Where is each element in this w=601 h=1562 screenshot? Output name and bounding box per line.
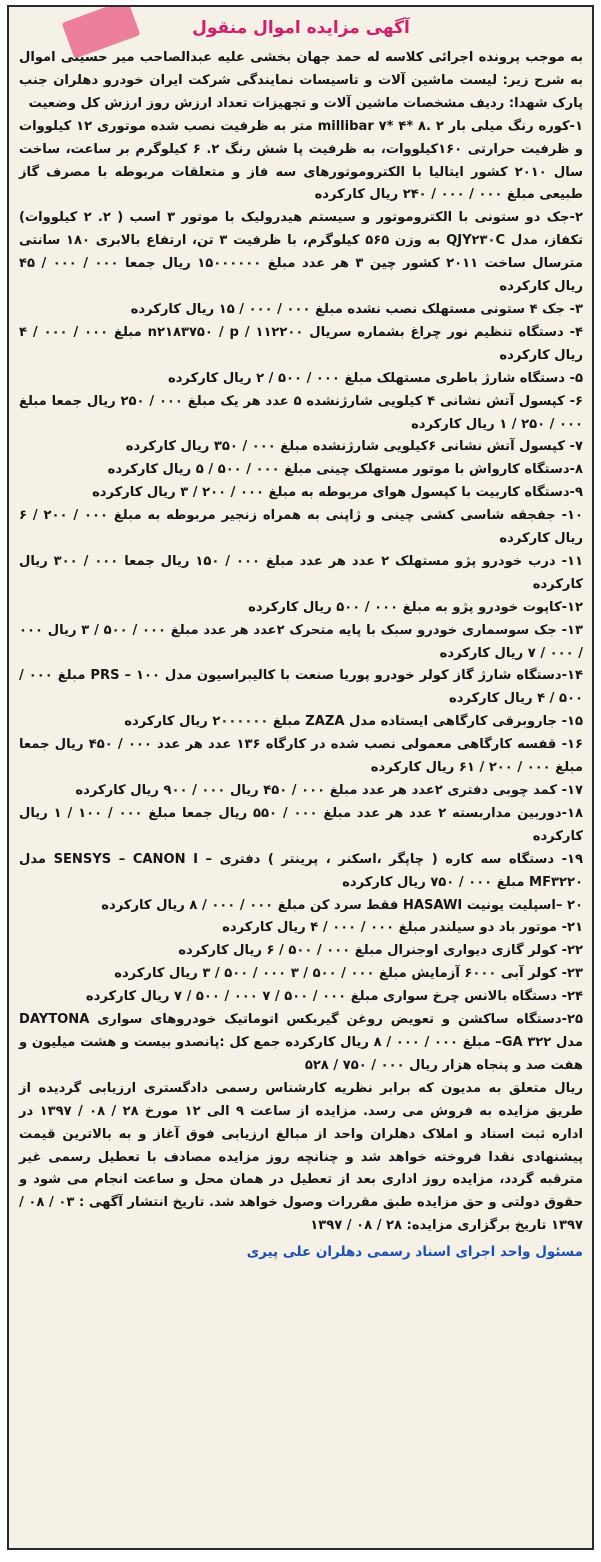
list-item: ۲۵-دستگاه ساکشن و تعویض روغن گیربکس اتوماتیک خودروهای سواری DAYTONA مدل ۳۲۲ GA– مبلغ ۰۰۰ / ۰۰۰ / ۸ ریال کارکرده جمع کل :پانصدو بیست و هشت میلیون و هفت صد و پنجاه هزار ریال ۰۰۰ / ۷۵۰ / ۵۲۸: [19, 1012, 584, 1073]
list-item: ۵- دستگاه شارژ باطری مستهلک مبلغ ۰۰۰ / ۵۰۰ / ۲ ریال کارکرده: [167, 370, 583, 386]
list-item: ۱۳- جک سوسماری خودرو سبک با پایه متحرک ۲عدد هر عدد مبلغ ۰۰۰ / ۵۰۰ / ۳ ریال ۰۰۰ / ۰۰۰ / ۷ ریال کارکرده: [19, 622, 584, 661]
list-item: ۱۸-دوربین مداربسته ۲ عدد هر عدد مبلغ ۰۰۰ / ۵۵۰ ریال جمعا مبلغ ۰۰۰ / ۱۰۰ / ۱ ریال کارکرده: [19, 805, 583, 844]
list-item: ۱۴-دستگاه شارژ گاز کولر خودرو پوریا صنعت با کالیبراسیون مدل ۱۰۰ – PRS مبلغ ۰۰۰ / ۵۰۰ / ۴ ریال کارکرده: [19, 668, 584, 707]
list-item: ۴- دستگاه تنظیم نور چراغ بشماره سریال ۱۱۲۲۰۰ / n۲۱۸۳۷۵۰ / p مبلغ ۰۰۰ / ۰۰۰ / ۴ ریال کارکرده: [19, 324, 584, 363]
list-item: ۲-جک دو ستونی با الکتروموتور و سیستم هیدرولیک با موتور ۳ اسب ( ۲. ۲ کیلووات) تکفاز، مدل QJY۲۳۰C به وزن ۵۶۵ کیلوگرم، با ظرفیت ۳ تن، ارتفاع بالابری ۱۸۰ سانتی مترسال ساخت ۲۰۱۱ کشور چین ۳ هر عدد مبلغ ۱۵۰۰۰۰۰۰ ریال جمعا ۰۰۰ / ۰۰۰ / ۴۵ ریال کارکرده: [19, 210, 583, 295]
list-item: ۱۹- دستگاه سه کاره ( چاپگر ،اسکنر ، پرینتر ) دفتری – SENSYS – CANON I مدل MF۳۲۲۰ مبلغ ۰۰۰ / ۷۵۰ ریال کارکرده: [19, 851, 584, 890]
list-item: ۲۰ –اسپلیت یونیت HASAWI فقط سرد کن مبلغ ۰۰۰ / ۰۰۰ / ۸ ریال کارکرده: [101, 897, 583, 913]
list-item: ۱۶- قفسه کارگاهی معمولی نصب شده در کارگاه ۱۳۶ عدد هر عدد ۰۰۰ / ۴۵۰ ریال جمعا مبلغ ۰۰۰ / ۲۰۰ / ۶۱ ریال کارکرده: [19, 737, 583, 776]
auction-notice: [7, 5, 594, 1550]
list-item: ۱۷- کمد چوبی دفتری ۲عدد هر عدد مبلغ ۰۰۰ / ۴۵۰ ریال ۰۰۰ / ۹۰۰ ریال کارکرده: [75, 783, 583, 798]
list-item: ۲۳- کولر آبی ۶۰۰۰ آزمایش مبلغ ۰۰۰ / ۵۰۰ / ۳ ۰۰۰ / ۵۰۰ / ۳ ریال کارکرده: [114, 966, 583, 982]
list-item: ۱۵- جاروبرقی کارگاهی ایستاده مدل ZAZA مبلغ ۲۰۰۰۰۰۰ ریال کارکرده: [124, 714, 583, 730]
list-item: ۲۱- موتور باد دو سیلندر مبلغ ۰۰۰ / ۰۰۰ / ۴ ریال کارکرده: [222, 920, 583, 936]
notice-intro: به موجب پرونده اجرائی کلاسه له حمد جهان بخشی علیه عبدالصاحب میر حسینی اموال به شرح زیر: لیست ماشین آلات و تاسیسات نمایندگی شرکت ایران خودرو دهلران جنب پارک شهدا: ردیف مشخصات ماشین آلات و تجهیزات تعداد ارزش روز ارزش کل وضعیت: [19, 50, 583, 111]
notice-closing: ریال متعلق به مدیون که برابر نظریه کارشناس رسمی دادگستری ارزیابی گردیده از طریق مزایده به فروش می رسد. مزایده از ساعت ۹ الی ۱۲ مورخ ۲۸ / ۰۸ / ۱۳۹۷ در اداره ثبت اسناد و املاک دهلران واحد از مبالغ ارزیابی فوق آغاز و به بالاترین قیمت پیشنهادی نقدا فروخته خواهد شد و چنانچه روز مزایده مصادف با تعطیل رسمی غیر مترقبه گردد، مزایده روز اداری بعد از تعطیل در همان محل و ساعت انجام می شود و حقوق دولتی و حق مزایده طبق مقررات وصول خواهد شد. تاریخ انتشار آگهی : ۰۳ / ۰۸ / ۱۳۹۷ تاریخ برگزاری مزایده: ۲۸ / ۰۸ / ۱۳۹۷: [19, 1080, 583, 1234]
list-item: ۶- کپسول آتش نشانی ۴ کیلویی شارژنشده ۵ عدد هر یک مبلغ ۰۰۰ / ۲۵۰ ریال جمعا مبلغ ۰۰۰ / ۲۵۰ / ۱ ریال کارکرده: [19, 393, 584, 432]
list-item: ۷- کپسول آتش نشانی ۶کیلویی شارژنشده مبلغ ۰۰۰ / ۳۵۰ ریال کارکرده: [125, 439, 583, 455]
list-item: ۱-کوره رنگ میلی بار millibar ۷* ۴* ۸. ۲ متر به ظرفیت نصب شده موتوری ۱۲ کیلووات و ظرفیت حرارتی ۱۶۰کیلووات، به ظرفیت پا شش رنگ ۲. ۶ کیلوگرم بر ساعت، ساخت سال ۲۰۱۰ کشور ایتالیا با الکتروموتورهای سه فاز و متعلقات مربوطه با مصرف گاز طبیعی مبلغ ۰۰۰ / ۰۰۰ / ۲۴۰ ریال کارکرده: [19, 118, 584, 203]
list-item: ۱۱- درب خودرو پژو مستهلک ۲ عدد هر عدد مبلغ ۰۰۰ / ۱۵۰ ریال جمعا ۰۰۰ / ۳۰۰ ریال کارکرده: [19, 553, 583, 592]
list-item: ۲۴- دستگاه بالانس چرخ سواری مبلغ ۰۰۰ / ۵۰۰ / ۷ ۰۰۰ / ۵۰۰ / ۷ ریال کارکرده: [85, 989, 583, 1005]
items-list: [19, 116, 583, 1078]
list-item: ۱۲-کاپوت خودرو پژو به مبلغ ۰۰۰ / ۵۰۰ ریال کارکرده: [248, 599, 583, 615]
list-item: ۲۲- کولر گازی دیواری اوجنرال مبلغ ۰۰۰ / ۵۰۰ / ۶ ریال کارکرده: [178, 943, 583, 959]
list-item: ۹-دستگاه کاربیت با کپسول هوای مربوطه به مبلغ ۰۰۰ / ۲۰۰ / ۳ ریال کارکرده: [92, 485, 583, 501]
list-item: ۸-دستگاه کارواش با موتور مستهلک چینی مبلغ ۰۰۰ / ۵۰۰ / ۵ ریال کارکرده: [107, 462, 583, 478]
notice-title: آگهی مزایده اموال منقول: [192, 18, 410, 38]
list-item: ۱۰- جفجقه شاسی کشی چینی و ژاپنی به همراه زنجیر مربوطه به مبلغ ۰۰۰ / ۲۰۰ / ۶ ریال کارکرده: [19, 508, 584, 547]
list-item: ۳- جک ۴ ستونی مستهلک نصب نشده مبلغ ۰۰۰ / ۰۰۰ / ۱۵ ریال کارکرده: [130, 301, 583, 317]
signature-line: مسئول واحد اجرای اسناد رسمی دهلران علی پیری: [246, 1244, 583, 1261]
